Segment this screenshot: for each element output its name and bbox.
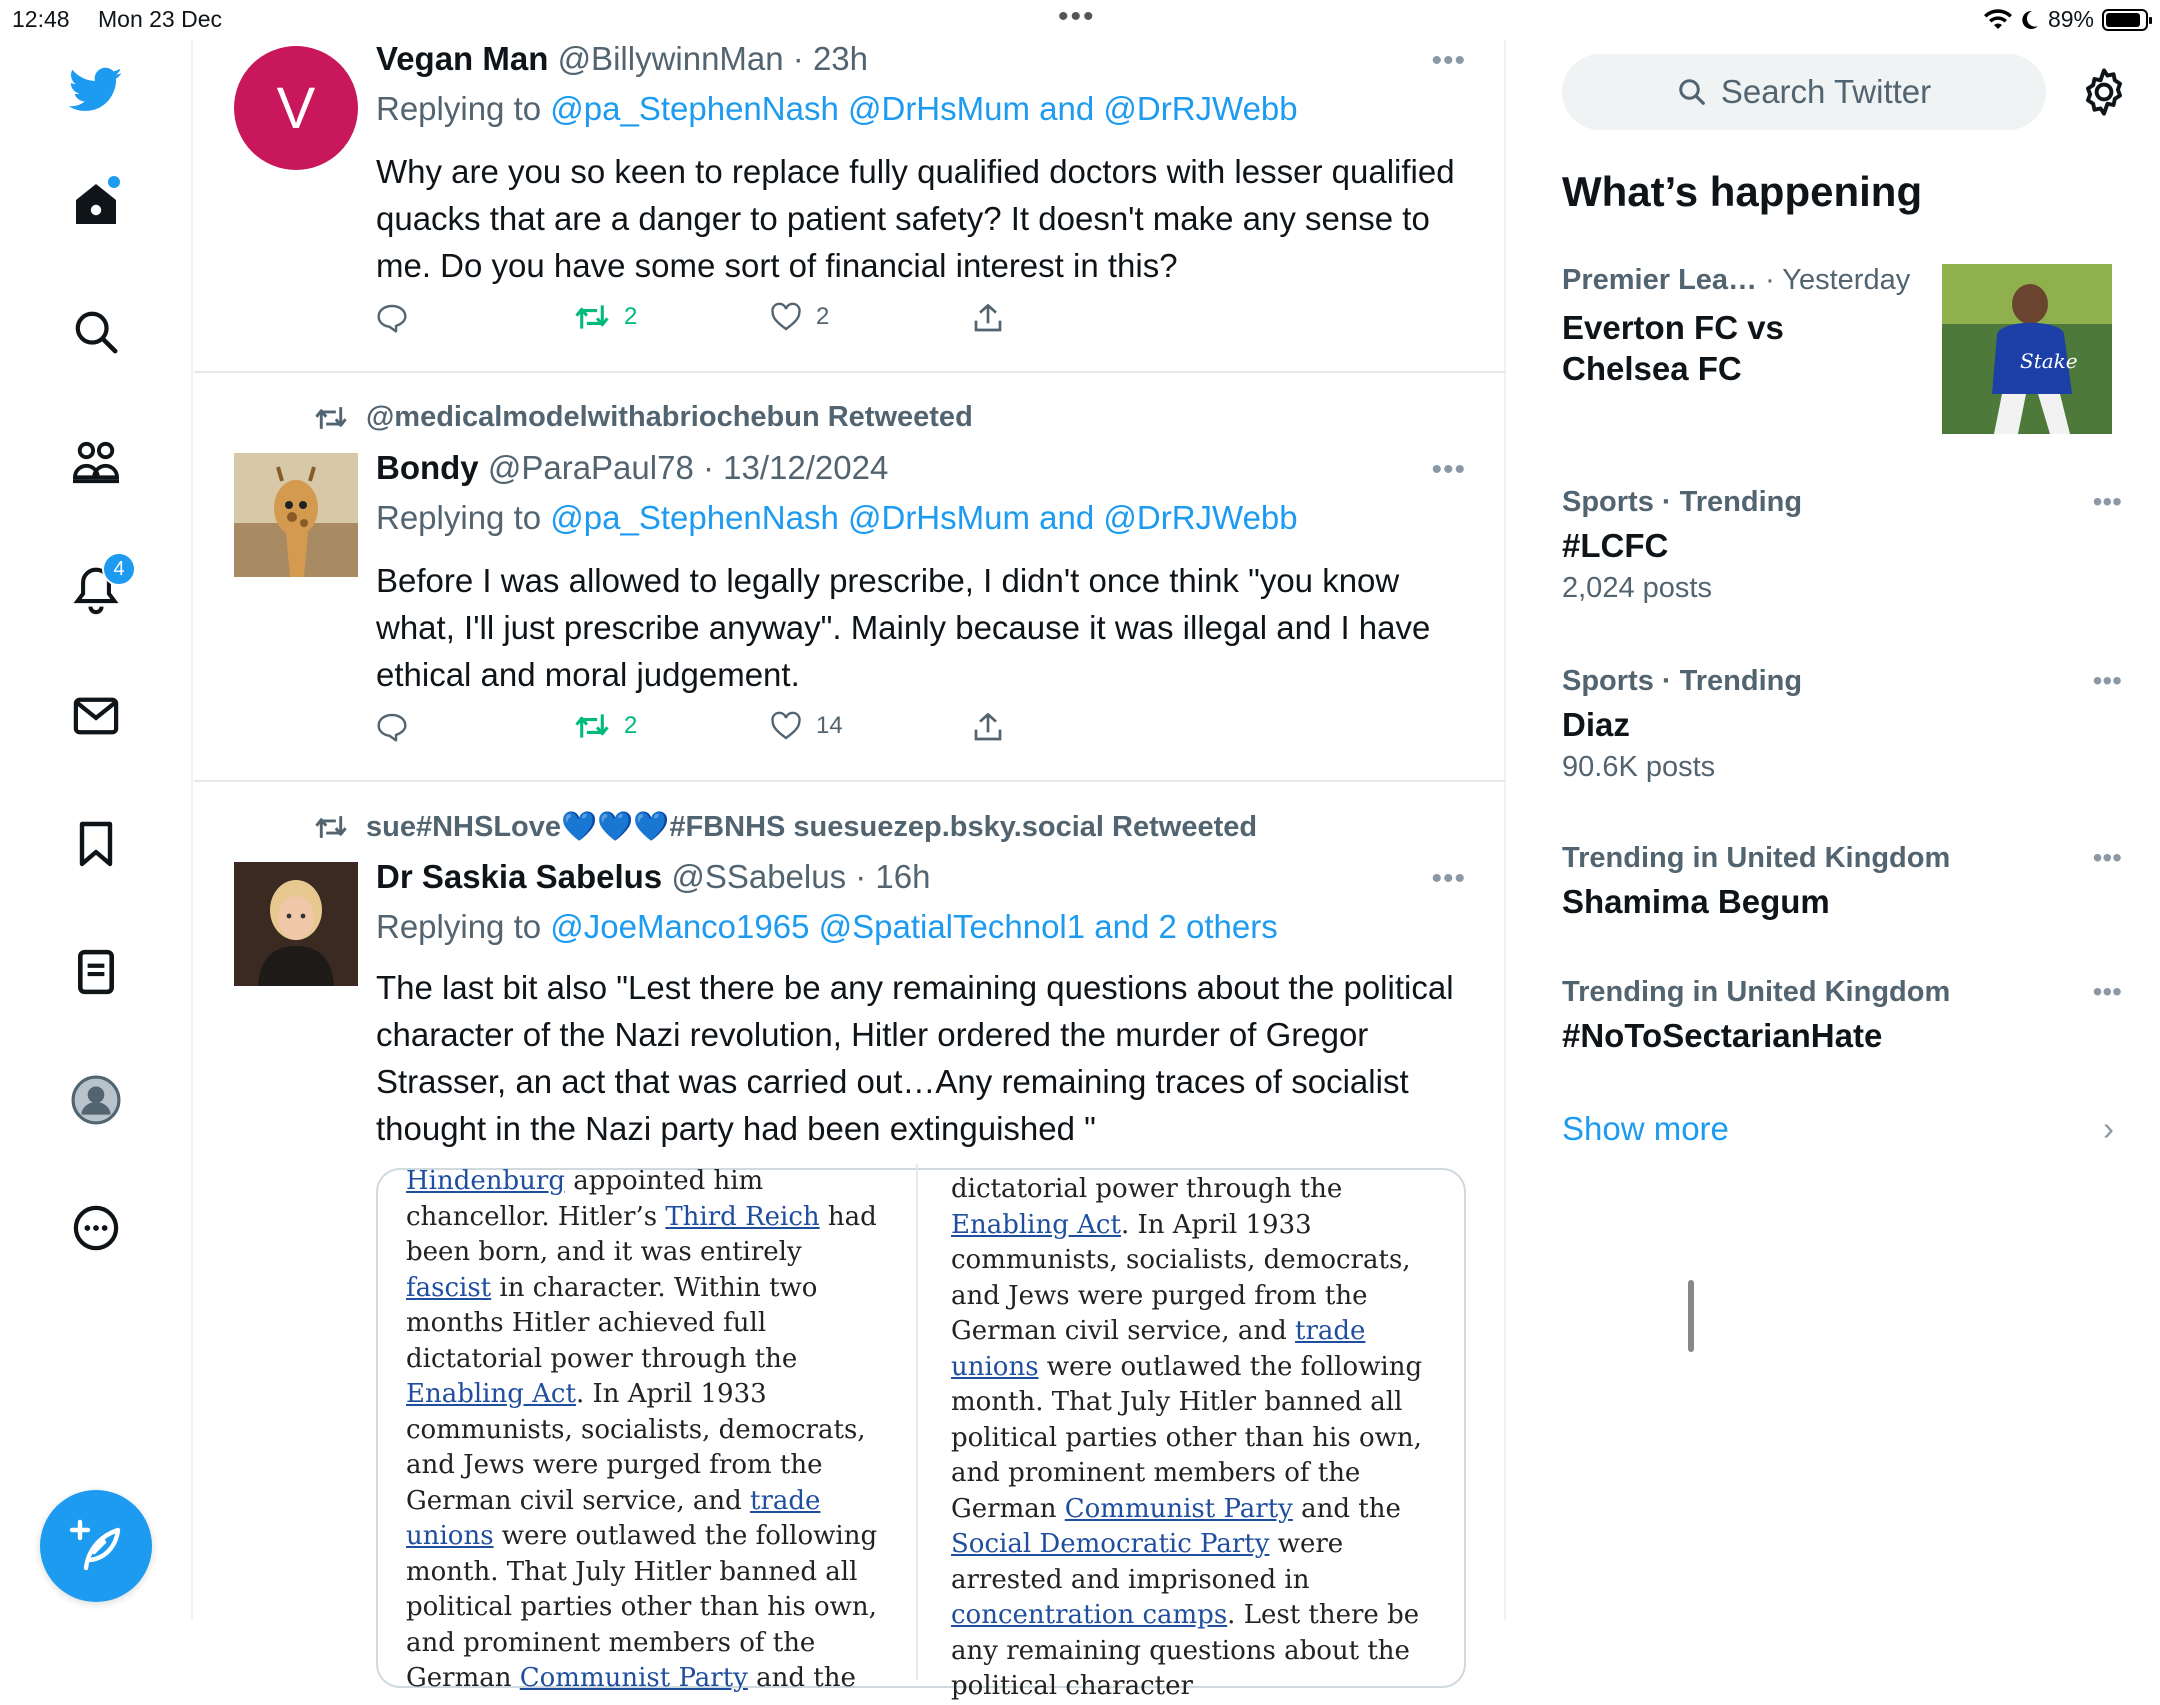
article-text: and the	[1292, 1493, 1401, 1524]
article-text: . In April 1933 communists, socialists, democrats, and Jews were purged from the German civil service, and	[406, 1379, 866, 1516]
article-text: were outlawed the following month. That July Hitler banned all political parties other than his own, and prominent members of the German	[951, 1351, 1423, 1524]
wiki-link[interactable]: Communist Party	[519, 1663, 748, 1693]
trend-time: · Yesterday	[1765, 264, 1911, 296]
trend-title: Diaz	[1562, 706, 1630, 743]
status-bar	[0, 0, 2160, 40]
battery-icon	[2102, 9, 2148, 31]
compose-feather-icon	[68, 1518, 124, 1574]
battery-percent: 89%	[2047, 6, 2094, 32]
article-column-left	[378, 1164, 918, 1693]
notifications-bell-icon[interactable]	[70, 557, 125, 616]
tweet-text: The last bit also "Lest there be any remaining questions about the political character of the Nazi revolution, Hitler ordered the murder of Gregor Strasser, an act that was carried out…Any remaining traces of socialist thought in the Nazi party had been extinguished "	[376, 969, 1454, 1147]
trend-more-icon[interactable]: •••	[2092, 842, 2122, 873]
replying-to-links[interactable]: @pa_StephenNash @DrHsMum and @DrRJWebb	[550, 90, 1298, 127]
replying-to-links[interactable]: @pa_StephenNash @DrHsMum and @DrRJWebb	[550, 499, 1298, 536]
author-handle-time: @ParaPaul78 · 13/12/2024	[487, 449, 889, 486]
tweet-text: Why are you so keen to replace fully qualified doctors with lesser qualified quacks that are a danger to patient safety? It doesn't make any sense to me. Do you have some sort of financial interest in this?	[376, 153, 1455, 284]
tweet-more-icon[interactable]: •••	[1431, 453, 1466, 486]
retweeted-by-text[interactable]: sue#NHSLove💙💙💙#FBNHS suesuezep.bsky.social Retweeted	[366, 811, 1258, 843]
reply-button[interactable]	[376, 302, 408, 334]
trend-title: Shamima Begum	[1562, 883, 1830, 920]
reply-icon	[376, 302, 408, 334]
avatar[interactable]	[234, 862, 358, 986]
trend-post-count: 2,024 posts	[1562, 572, 1712, 604]
retweet-icon	[574, 302, 610, 332]
author-handle-time: @BillywinnMan · 23h	[557, 40, 869, 77]
whats-happening-heading: What’s happening	[1562, 168, 1923, 215]
article-text-right	[951, 1172, 1435, 1705]
svg-text:Stake: Stake	[2020, 349, 2078, 373]
replying-to	[376, 90, 1298, 128]
search-input[interactable]	[1562, 54, 2046, 130]
search-icon	[1677, 77, 1707, 107]
like-count: 14	[816, 712, 843, 739]
share-icon	[972, 711, 1004, 743]
home-unread-dot	[108, 176, 120, 188]
right-sidebar	[1508, 40, 2160, 1620]
chevron-right-icon: ›	[2103, 1110, 2114, 1147]
status-icons	[1984, 6, 2148, 33]
wiki-link[interactable]: trade unions	[951, 1316, 1366, 1382]
like-button[interactable]	[770, 302, 829, 332]
trend-category: Premier Lea…	[1562, 264, 1758, 296]
retweet-button[interactable]	[574, 302, 637, 332]
avatar[interactable]	[234, 453, 358, 577]
show-more-link[interactable]	[1562, 1110, 2122, 1148]
wifi-icon	[1984, 9, 2012, 31]
article-column-right	[923, 1172, 1463, 1705]
article-text: were arrested and imprisoned in	[951, 1529, 1344, 1595]
author-handle-time: @SSabelus · 16h	[671, 858, 931, 895]
search-placeholder: Search Twitter	[1720, 73, 1932, 110]
tweet-more-icon[interactable]: •••	[1431, 44, 1466, 77]
replying-to	[376, 908, 1278, 946]
twitter-logo-icon[interactable]	[70, 64, 122, 116]
wiki-link[interactable]: Third Reich	[665, 1201, 820, 1232]
avatar[interactable]: V	[234, 46, 358, 170]
retweeted-by	[314, 401, 973, 434]
tweet-media-image[interactable]	[376, 1166, 1466, 1701]
author-name[interactable]: Vegan Man	[376, 40, 549, 77]
reply-icon	[376, 711, 408, 743]
heart-icon	[770, 711, 802, 741]
wiki-link[interactable]: Hindenburg	[406, 1166, 565, 1196]
trend-item[interactable]	[1562, 665, 2122, 784]
trend-context	[1562, 264, 1962, 297]
trend-more-icon[interactable]: •••	[2092, 976, 2122, 1007]
retweeted-by-text[interactable]: @medicalmodelwithabriochebun Retweeted	[366, 401, 973, 433]
timeline[interactable]	[194, 40, 1506, 1701]
replying-to-links[interactable]: @JoeManco1965 @SpatialTechnol1 and 2 others	[550, 908, 1278, 945]
status-date: Mon 23 Dec	[98, 6, 223, 32]
settings-gear-icon[interactable]	[2078, 66, 2130, 118]
article-text: . Lest there be any remaining questions about the political character	[951, 1600, 1420, 1701]
article-text: had been born, and it was entirely	[406, 1201, 877, 1267]
retweeted-by	[314, 810, 1257, 844]
trend-item[interactable]	[1562, 976, 2122, 1056]
tweet-actions	[376, 711, 1076, 751]
moon-icon	[2020, 9, 2040, 31]
explore-search-icon[interactable]	[70, 306, 122, 358]
trend-post-count: 90.6K posts	[1562, 751, 1716, 783]
show-more-label: Show more	[1562, 1110, 1729, 1147]
wiki-link[interactable]: concentration camps	[951, 1600, 1228, 1630]
trend-title: #LCFC	[1562, 527, 1669, 564]
lists-icon[interactable]	[70, 946, 122, 998]
trend-item-featured[interactable]	[1562, 264, 1962, 389]
trend-more-icon[interactable]: •••	[2092, 486, 2122, 517]
retweet-icon	[314, 813, 348, 841]
tweet-actions	[376, 302, 1076, 342]
trend-context: Trending in United Kingdom	[1562, 976, 1951, 1008]
compose-tweet-button[interactable]	[40, 1490, 152, 1602]
share-icon	[972, 302, 1004, 334]
wiki-link[interactable]: Enabling Act	[406, 1379, 576, 1409]
trend-context: Trending in United Kingdom	[1562, 842, 1951, 874]
tweet[interactable]	[194, 40, 1506, 373]
article-text: appointed him chancellor. Hitler’s	[406, 1166, 764, 1232]
article-text: dictatorial power through the	[951, 1174, 1343, 1204]
profile-avatar-icon[interactable]	[70, 1074, 122, 1126]
share-button[interactable]	[972, 711, 1004, 743]
replying-to	[376, 499, 1298, 537]
bookmarks-icon[interactable]	[70, 818, 122, 870]
retweet-count: 2	[624, 712, 638, 739]
article-text-left	[406, 1164, 888, 1697]
communities-icon[interactable]	[70, 436, 122, 488]
trend-thumbnail-image[interactable]	[1942, 264, 2112, 434]
article-text: were outlawed the following month. That July Hitler banned all political parties other than his own, and prominent members of the German	[406, 1521, 878, 1693]
tweet-header	[376, 858, 930, 896]
trend-item[interactable]	[1562, 842, 2122, 922]
replying-label: Replying to	[376, 90, 542, 127]
multitasking-dots[interactable]: •••	[1058, 0, 1096, 33]
article-text: . In April 1933 communists, socialists, democrats, and Jews were purged from the German civil service, and	[951, 1209, 1411, 1346]
heart-icon	[770, 302, 802, 332]
retweet-icon	[314, 404, 348, 432]
wiki-link[interactable]: trade unions	[406, 1485, 821, 1551]
share-button[interactable]	[972, 302, 1004, 334]
more-options-circle-icon[interactable]	[70, 1202, 122, 1254]
tweet-header	[376, 449, 888, 487]
trend-more-icon[interactable]: •••	[2092, 665, 2122, 696]
reply-button[interactable]	[376, 711, 408, 743]
like-button[interactable]	[770, 711, 843, 741]
tweet-more-icon[interactable]: •••	[1431, 862, 1466, 895]
wiki-link[interactable]: Social Democratic Party	[951, 1529, 1270, 1559]
author-name[interactable]: Dr Saskia Sabelus	[376, 858, 663, 895]
trend-context: Sports · Trending	[1562, 486, 1803, 518]
wiki-link[interactable]: fascist	[406, 1272, 492, 1303]
retweet-count: 2	[624, 303, 638, 330]
home-icon[interactable]	[70, 178, 122, 230]
tweet-header	[376, 40, 868, 78]
wiki-link[interactable]: Communist Party	[1064, 1493, 1293, 1524]
notifications-badge: 4	[102, 552, 136, 586]
replying-label: Replying to	[376, 908, 542, 945]
tweet[interactable]	[194, 373, 1506, 782]
retweet-icon	[574, 711, 610, 741]
trend-title: Everton FC vs Chelsea FC	[1562, 309, 1784, 387]
trend-context: Sports · Trending	[1562, 665, 1803, 697]
trend-item[interactable]	[1562, 486, 2122, 605]
author-name[interactable]: Bondy	[376, 449, 479, 486]
left-navigation	[0, 40, 193, 1620]
article-text: in character. Within two months Hitler achieved full dictatorial power through the	[406, 1272, 818, 1374]
tweet-text: Before I was allowed to legally prescribe, I didn't once think "you know what, I'll just prescribe anyway". Mainly because it was illegal and I have ethical and moral judgement.	[376, 562, 1431, 693]
like-count: 2	[816, 303, 830, 330]
messages-envelope-icon[interactable]	[70, 690, 122, 742]
trend-title: #NoToSectarianHate	[1562, 1017, 1883, 1054]
article-text: and the	[747, 1663, 856, 1693]
retweet-button[interactable]	[574, 711, 637, 741]
replying-label: Replying to	[376, 499, 542, 536]
status-time: 12:48	[12, 6, 70, 32]
wiki-link[interactable]: Enabling Act	[951, 1209, 1121, 1240]
